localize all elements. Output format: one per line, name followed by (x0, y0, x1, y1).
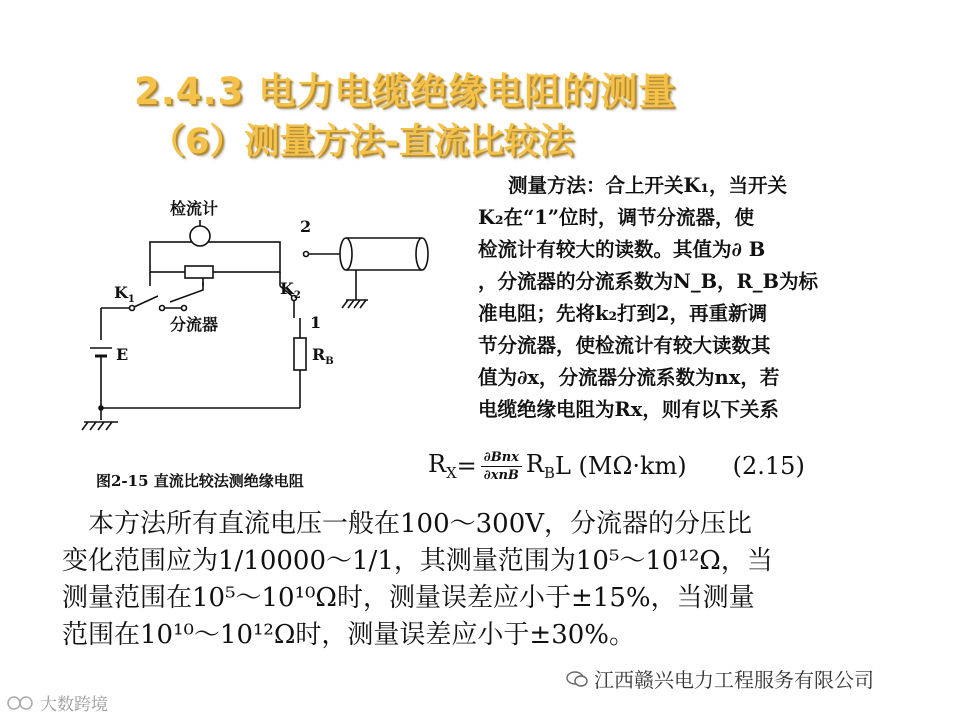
resistor-label: $R_B$ (312, 345, 334, 367)
logo-icon (6, 695, 36, 711)
battery-label: E (116, 345, 129, 364)
formula-fraction (481, 450, 522, 483)
formula-2-15 (428, 436, 805, 496)
shunt-label: 分流器 (170, 315, 219, 334)
switch2-label: $K_2$ (280, 279, 301, 301)
standard-resistor-icon (294, 338, 306, 370)
formula-tail: L (MΩ·km) (554, 452, 687, 480)
method-description (478, 170, 888, 426)
body-line: 本方法所有直流电压一般在100～300V，分流器的分压比 (88, 509, 753, 539)
position-2-label: 2 (300, 217, 312, 236)
slide-title: 2.4.3 电力电缆绝缘电阻的测量 (134, 70, 677, 113)
position-1-label: 1 (310, 313, 322, 332)
formula-numerator: ∂Bnx (481, 450, 522, 467)
source-name: 大数跨境 (40, 695, 108, 715)
formula-denominator: ∂xnB (483, 467, 519, 483)
body-line: 变化范围应为1/10000～1/1，其测量范围为10⁵～10¹²Ω，当 (62, 546, 773, 576)
shunt-resistor-icon (185, 266, 213, 278)
method-line: 电缆绝缘电阻为Rx，则有以下关系 (478, 398, 779, 421)
body-paragraph (62, 506, 892, 654)
method-line: 准电阻；先将k₂打到2，再重新调 (478, 302, 768, 325)
formula-rb: $R_B$ (525, 450, 555, 482)
body-line: 范围在10¹⁰～10¹²Ω时，测量误差应小于±30%。 (62, 620, 635, 650)
company-watermark (566, 664, 874, 693)
switch1-label: $K_1$ (114, 283, 135, 305)
formula-equals: = (456, 452, 477, 480)
figure-caption: 图2-15 直流比较法测绝缘电阻 (96, 472, 304, 490)
method-line: 检流计有较大的读数。其值为∂ B (478, 238, 766, 261)
method-line: 值为∂x，分流器分流系数为nx，若 (478, 366, 780, 389)
company-name: 江西赣兴电力工程服务有限公司 (594, 668, 874, 692)
method-line: 测量方法：合上开关K₁，当开关 (508, 174, 787, 197)
equation-number: (2.15) (732, 452, 805, 480)
method-line: 节分流器，使检流计有较大读数其 (478, 334, 771, 357)
galvanometer-icon (190, 226, 210, 246)
method-line: K₂在“1”位时，调节分流器，使 (478, 206, 754, 229)
circuit-diagram (70, 190, 470, 450)
body-line: 测量范围在10⁵～10¹⁰Ω时，测量误差应小于±15%，当测量 (62, 583, 755, 613)
galvanometer-label: 检流计 (170, 199, 219, 218)
wechat-icon (566, 670, 588, 688)
slide-subtitle: （6）测量方法-直流比较法 (150, 122, 574, 162)
method-line: ，分流器的分流系数为N_B，R_B为标 (478, 270, 818, 293)
source-watermark (6, 690, 108, 715)
formula-lhs: $R_X$ (428, 450, 457, 482)
